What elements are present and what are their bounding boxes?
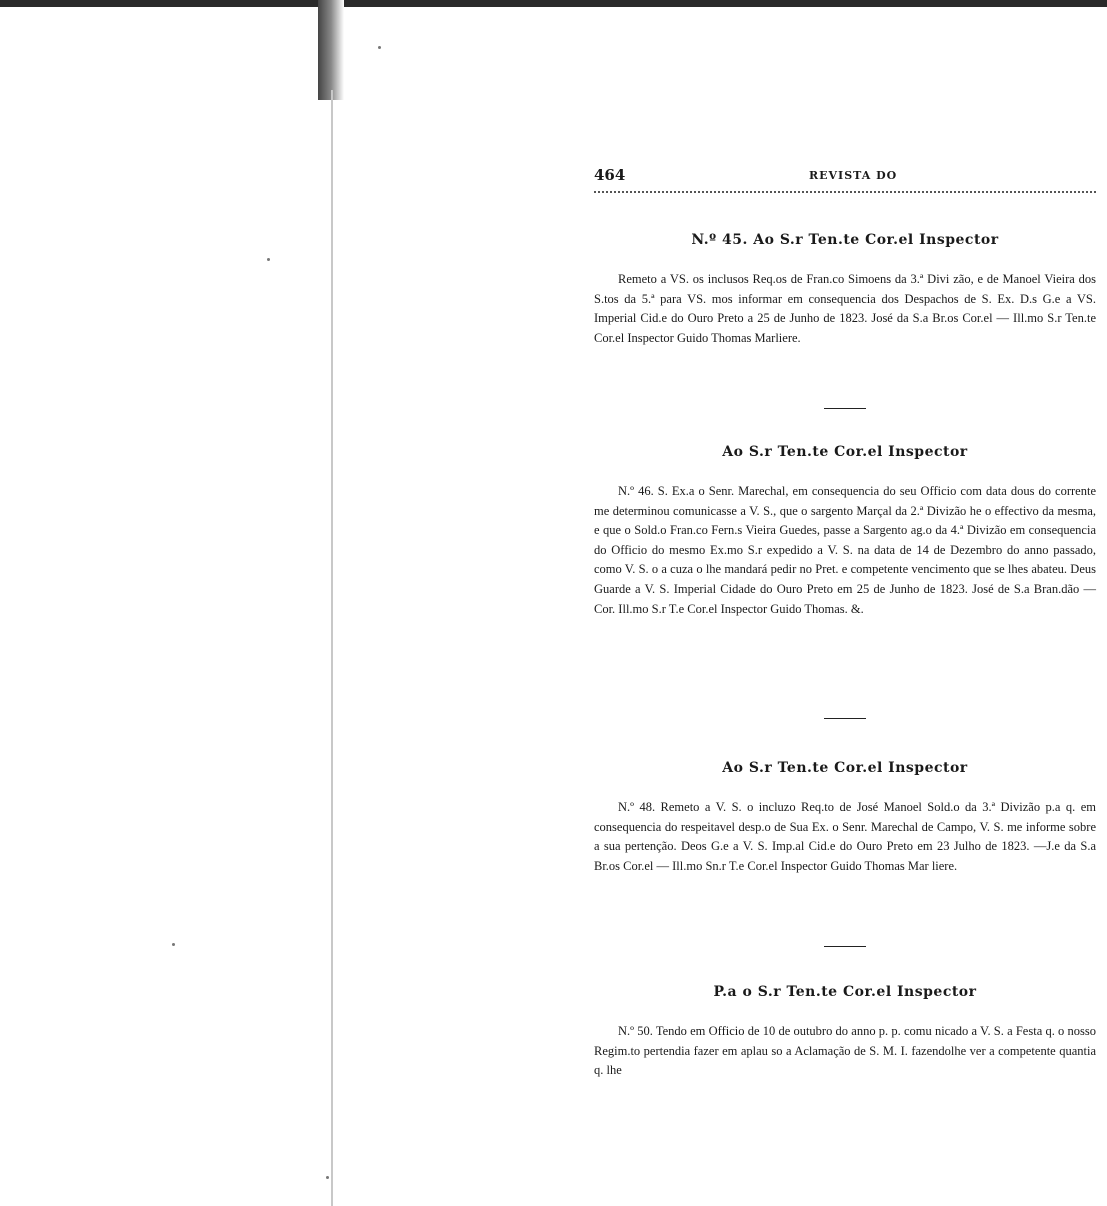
page-header <box>594 166 1096 188</box>
letter-section <box>594 760 1096 876</box>
scan-speck <box>172 943 175 946</box>
letter-heading: Ao S.r Ten.te Cor.el Inspector <box>722 444 968 460</box>
section-divider <box>824 718 866 719</box>
book-gutter-shadow <box>318 0 344 100</box>
letter-heading: Ao S.r Ten.te Cor.el Inspector <box>722 760 968 776</box>
section-divider <box>824 946 866 947</box>
letter-body: N.º 48. Remeto a V. S. o incluzo Req.to de José Manoel Sold.o da 3.ª Divizão p.a q. em consequencia do respeitavel desp.o de Sua Ex. o Senr. Marechal de Campo, V. S. me informe sobre a sua pertenção. Deos G.e a V. S. Imp.al Cid.e do Ouro Preto em 23 Julho de 1823. —J.e da S.a Br.os Cor.el — Ill.mo Sn.r T.e Cor.el Inspector Guido Thomas Mar liere. <box>594 800 1096 873</box>
section-divider <box>824 408 866 409</box>
book-gutter-line <box>331 90 333 1206</box>
letter-body: Remeto a VS. os inclusos Req.os de Fran.co Simoens da 3.ª Divi zão, e de Manoel Vieira dos S.tos da 5.ª para VS. mos informar em consequencia dos Despachos de S. Ex. D.s G.e a VS. Imperial Cid.e do Ouro Preto a 25 de Junho de 1823. José da S.a Br.os Cor.el — Ill.mo S.r Ten.te Cor.el Inspector Guido Thomas Marliere. <box>594 272 1096 345</box>
scan-speck <box>326 1176 329 1179</box>
page-top-edge <box>0 0 1107 7</box>
letter-section <box>594 984 1096 1081</box>
header-rule <box>594 191 1096 193</box>
letter-section <box>594 232 1096 348</box>
letter-heading: P.a o S.r Ten.te Cor.el Inspector <box>713 984 977 1000</box>
letter-heading: N.º 45. Ao S.r Ten.te Cor.el Inspector <box>691 232 999 248</box>
scan-speck <box>378 46 381 49</box>
page-number: 464 <box>594 166 626 184</box>
letter-section <box>594 444 1096 619</box>
letter-body: N.º 50. Tendo em Officio de 10 de outubro do anno p. p. comu nicado a V. S. a Festa q. o nosso Regim.to pertendia fazer em aplau so a Aclamação de S. M. I. fazendolhe ver a competente quantia q. lhe <box>594 1024 1096 1078</box>
running-head: REVISTA DO <box>809 169 898 182</box>
scan-speck <box>267 258 270 261</box>
letter-body: N.º 46. S. Ex.a o Senr. Marechal, em consequencia do seu Officio com data dous do corrente me determinou comunicasse a V. S., que o sargento Marçal da 2.ª Divizão he o effectivo da mesma, e que o Sold.o Fran.co Fern.s Vieira Guedes, passe a Sargento ag.o da 4.ª Divizão em consequencia do Officio do mesmo Ex.mo S.r expedido a V. S. na data de 14 de Dezembro do anno passado, como V. S. o a cuza o lhe mandará pedir no Pret. e competente vencimento que se lhes abateu. Deus Guarde a V. S. Imperial Cidade do Ouro Preto em 25 de Junho de 1823. José de S.a Bran.dão — Cor. Ill.mo S.r T.e Cor.el Inspector Guido Thomas. &. <box>594 484 1096 616</box>
book-page <box>594 166 1096 1106</box>
